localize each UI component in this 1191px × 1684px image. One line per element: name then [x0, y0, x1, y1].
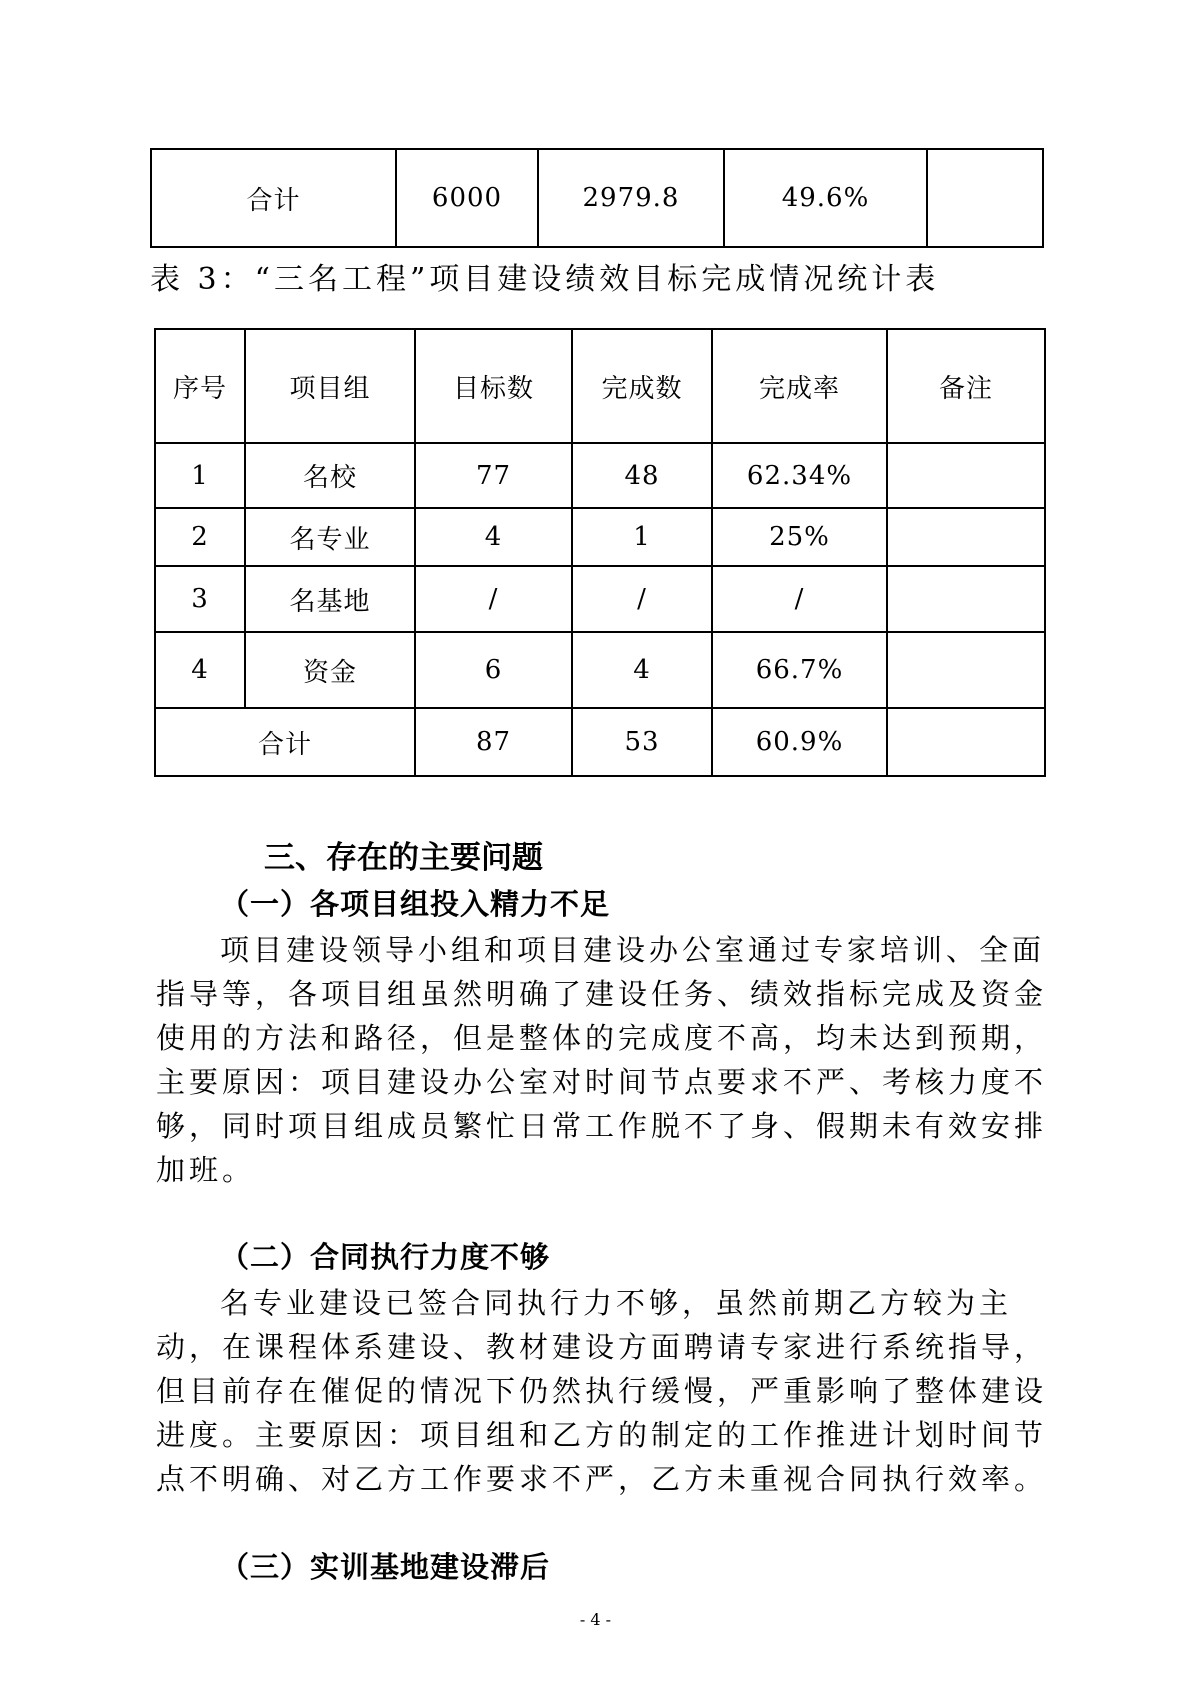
- table-cell: 名校: [245, 443, 415, 508]
- table-cell: 62.34%: [712, 443, 887, 508]
- paragraph-line: 动，在课程体系建设、教材建设方面聘请专家进行系统指导，: [156, 1330, 1048, 1364]
- paragraph-line: 但目前存在催促的情况下仍然执行缓慢，严重影响了整体建设: [156, 1374, 1048, 1408]
- table-row: [155, 632, 1045, 708]
- table-cell: [887, 708, 1045, 776]
- table-cell: [887, 566, 1045, 632]
- table-cell: [927, 149, 1043, 247]
- table-cell: 合计: [155, 708, 415, 776]
- paragraph-line: 项目建设领导小组和项目建设办公室通过专家培训、全面: [220, 933, 1046, 967]
- table-cell: 资金: [245, 632, 415, 708]
- table-header-row: [155, 329, 1045, 443]
- table-cell: 4: [415, 508, 572, 566]
- subsection-heading-2: （二）合同执行力度不够: [220, 1240, 551, 1274]
- table-cell: 名基地: [245, 566, 415, 632]
- table-cell: 4: [155, 632, 245, 708]
- table-cell: 25%: [712, 508, 887, 566]
- page-number: - 4 -: [579, 1610, 612, 1629]
- table-cell: /: [712, 566, 887, 632]
- table-total-row: [155, 708, 1045, 776]
- table-cell: /: [415, 566, 572, 632]
- subsection-heading-3: （三）实训基地建设滞后: [220, 1550, 551, 1584]
- paragraph-line: 指导等，各项目组虽然明确了建设任务、绩效指标完成及资金: [156, 977, 1048, 1011]
- column-header: 序号: [155, 329, 245, 443]
- table-cell: [887, 508, 1045, 566]
- paragraph-line: 够，同时项目组成员繁忙日常工作脱不了身、假期未有效安排: [156, 1109, 1048, 1143]
- table-cell: 77: [415, 443, 572, 508]
- column-header: 完成率: [712, 329, 887, 443]
- table-cell: [887, 443, 1045, 508]
- paragraph-line: 主要原因：项目建设办公室对时间节点要求不严、考核力度不: [156, 1065, 1048, 1099]
- table-row: [151, 149, 1043, 247]
- table-cell: 名专业: [245, 508, 415, 566]
- table-cell: 48: [572, 443, 712, 508]
- table-cell: 6000: [396, 149, 538, 247]
- column-header: 备注: [887, 329, 1045, 443]
- table-cell: 2979.8: [538, 149, 724, 247]
- summary-table-continuation: [150, 148, 1044, 248]
- paragraph-line: 使用的方法和路径，但是整体的完成度不高，均未达到预期，: [156, 1021, 1048, 1055]
- paragraph-line: 名专业建设已签合同执行力不够，虽然前期乙方较为主: [220, 1286, 1013, 1320]
- table-cell: /: [572, 566, 712, 632]
- table-cell: 4: [572, 632, 712, 708]
- paragraph-line: 点不明确、对乙方工作要求不严，乙方未重视合同执行效率。: [156, 1462, 1048, 1496]
- table-cell: 60.9%: [712, 708, 887, 776]
- table-cell: 1: [572, 508, 712, 566]
- paragraph-line: 进度。主要原因：项目组和乙方的制定的工作推进计划时间节: [156, 1418, 1048, 1452]
- paragraph-line: 加班。: [156, 1153, 256, 1187]
- table-cell: 合计: [151, 149, 396, 247]
- paragraph-1: [156, 928, 1048, 1192]
- table-cell: 66.7%: [712, 632, 887, 708]
- column-header: 项目组: [245, 329, 415, 443]
- table-cell: 1: [155, 443, 245, 508]
- performance-statistics-table: [154, 328, 1046, 777]
- table-row: [155, 508, 1045, 566]
- table-cell: 6: [415, 632, 572, 708]
- table-caption: 表 3：“三名工程”项目建设绩效目标完成情况统计表: [150, 262, 940, 297]
- subsection-heading-1: （一）各项目组投入精力不足: [220, 887, 611, 921]
- table-cell: 53: [572, 708, 712, 776]
- column-header: 完成数: [572, 329, 712, 443]
- table-row: [155, 566, 1045, 632]
- table-cell: 87: [415, 708, 572, 776]
- table-cell: 49.6%: [724, 149, 927, 247]
- table-cell: 3: [155, 566, 245, 632]
- paragraph-2: [156, 1281, 1048, 1501]
- table-cell: 2: [155, 508, 245, 566]
- table-cell: [887, 632, 1045, 708]
- table-row: [155, 443, 1045, 508]
- section-heading: 三、存在的主要问题: [264, 840, 543, 876]
- column-header: 目标数: [415, 329, 572, 443]
